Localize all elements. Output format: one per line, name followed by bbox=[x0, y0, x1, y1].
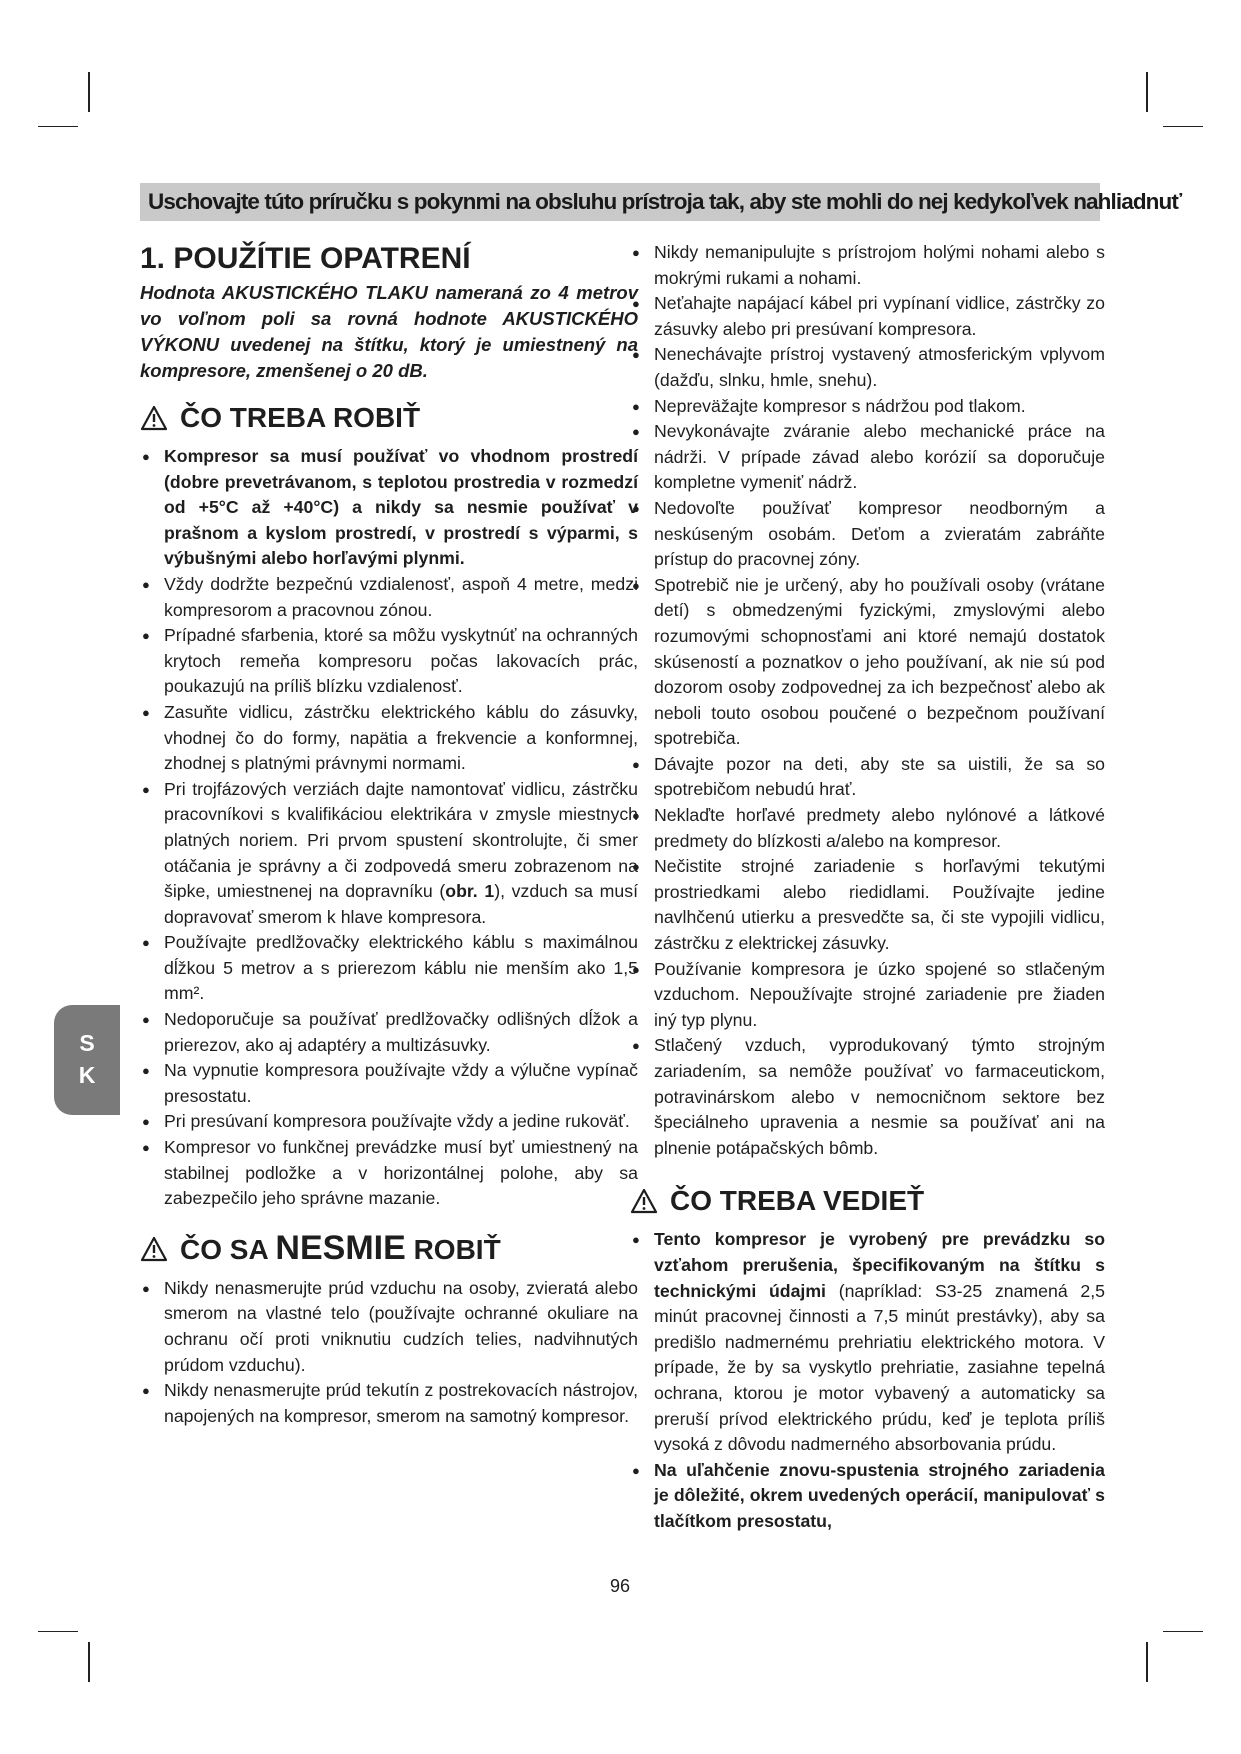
crop-mark bbox=[88, 72, 90, 112]
language-tab-letter: S bbox=[79, 1030, 95, 1056]
duty-cycle-text: (napríklad: S3-25 znamená 2,5 minút pracovnej činnosti a 7,5 minút prestávky), aby sa predišlo nadmernému prehriatiu elektrického motora. V prípade, že by sa vyskytlo prehriatie, zasiahne tepelná ochrana, ktorou je motor vybavený a automaticky sa preruší prívod elektrického prúdu, keď je teplota príliš vysoká z dôvodu nadmerného absorbovania prúdu. bbox=[654, 1280, 1105, 1455]
list-item: ● Nikdy nenasmerujte prúd vzduchu na osoby, zvieratá alebo smerom na vlastné telo (používajte ochranné okuliare na ochranu očí proti vniknutiu cudzích telies, nadvihnutých prúdom vzduchu). bbox=[140, 1276, 638, 1378]
crop-mark bbox=[1163, 1631, 1203, 1632]
language-tab-letter: K bbox=[78, 1062, 96, 1088]
list-item: ● Nevykonávajte zváranie alebo mechanické práce na nádrži. V prípade závad alebo korózií sa doporučuje kompletne vymeniť nádrž. bbox=[630, 419, 1105, 496]
list-item bbox=[140, 777, 638, 931]
list-item: ● Zasuňte vidlicu, zástrčku elektrického káblu do zásuvky, vhodnej čo do formy, napätia a frekvencie a konformnej, zhodnej s platnými právnymi normami. bbox=[140, 700, 638, 777]
three-phase-text-end: ), vzduch sa musí dopravovať smerom k hlave kompresora. bbox=[164, 881, 638, 927]
list-item: ● Prípadné sfarbenia, ktoré sa môžu vyskytnúť na ochranných krytoch remeňa kompresoru počas lakovacích prác, poukazujú na príliš blízku vzdialenosť. bbox=[140, 623, 638, 700]
acoustic-intro: Hodnota AKUSTICKÉHO TLAKU nameraná zo 4 metrov vo voľnom poli sa rovná hodnote AKUSTICKÉHO VÝKONU uvedenej na štítku, ktorý je umiestnený na kompresore, zmenšenej o 20 dB. bbox=[140, 282, 638, 381]
list-item: ● Nikdy nenasmerujte prúd tekutín z postrekovacích nástrojov, napojených na kompresor, smerom na samotný kompresor. bbox=[140, 1378, 638, 1429]
list-item: ● Kompresor vo funkčnej prevádzke musí byť umiestnený na stabilnej podložke a v horizontálnej polohe, aby sa zabezpečilo jeho správne mazanie. bbox=[140, 1135, 638, 1212]
crop-mark bbox=[1163, 126, 1203, 127]
list-item: ● Nedovoľte používať kompresor neodborným a neskúseným osobám. Deťom a zvieratám zabráňte prístup do pracovnej zóny. bbox=[630, 496, 1105, 573]
list-item: ● Neťahajte napájací kábel pri vypínaní vidlice, zástrčky zo zásuvky alebo pri presúvaní kompresora. bbox=[630, 291, 1105, 342]
figure-reference: obr. 1 bbox=[445, 881, 495, 902]
crop-mark bbox=[1146, 1642, 1148, 1682]
list-item: ● Nenechávajte prístroj vystavený atmosferickým vplyvom (dažďu, slnku, hmle, snehu). bbox=[630, 342, 1105, 393]
crop-mark bbox=[1146, 72, 1148, 112]
list-item: ● Nepreväžajte kompresor s nádržou pod tlakom. bbox=[630, 394, 1105, 420]
three-phase-text: Pri trojfázových verziách dajte namontovať vidlicu, zástrčku pracovníkovi s kvalifikáciou elektrikára v zmysle miestnych platných noriem. Pri prvom spustení skontrolujte, či smer otáčania je správny a či zodpovedá smeru zobrazenom na šipke, umiestnenej na dopravníku ( bbox=[164, 778, 638, 902]
do-heading-text: ČO TREBA ROBIŤ bbox=[180, 402, 421, 433]
know-heading-text: ČO TREBA VEDIEŤ bbox=[670, 1185, 925, 1217]
list-item: ● Stlačený vzduch, vyprodukovaný týmto strojným zariadením, sa nemôže používať vo farmaceutickom, potravinárskom alebo v nemocničnom sektore bez špeciálneho upravenia a nesmie sa používať ani na plnenie potápačských bômb. bbox=[630, 1033, 1105, 1161]
left-column bbox=[140, 240, 638, 1429]
list-item: ● Dávajte pozor na deti, aby ste sa uistili, že sa so spotrebičom nebudú hrať. bbox=[630, 752, 1105, 803]
list-item: ● Vždy dodržte bezpečnú vzdialenosť, aspoň 4 metre, medzi kompresorom a pracovnou zónou. bbox=[140, 572, 638, 623]
list-item: ● Kompresor sa musí používať vo vhodnom prostredí (dobre prevetrávanom, s teplotou prostredia v rozmedzí od +5°C až +40°C) a nikdy sa nesmie používať v prašnom a kyslom prostredí, v prostredí s výparmi, s výbušnými alebo horľavými plynmi. bbox=[140, 444, 638, 572]
warning-icon bbox=[140, 405, 168, 431]
list-item: ● Na uľahčenie znovu-spustenia strojného zariadenia je dôležité, okrem uvedených operácií, manipulovať s tlačítkom presostatu, bbox=[630, 1458, 1105, 1535]
list-item: ● Pri presúvaní kompresora používajte vždy a jedine rukoväť. bbox=[140, 1109, 638, 1135]
crop-mark bbox=[38, 126, 78, 127]
dont-heading-emphasis: NESMIE bbox=[275, 1228, 406, 1267]
dont-list-right bbox=[630, 240, 1105, 1161]
page-number: 96 bbox=[609, 1576, 631, 1596]
dont-list-left bbox=[140, 1276, 638, 1430]
right-column bbox=[630, 240, 1105, 1535]
list-item: ● Spotrebič nie je určený, aby ho používali osoby (vrátane detí) s obmedzenými fyzickými, zmyslovými alebo rozumovými schopnosťami ani ktoré nemajú dostatok skúseností a poznatkov o jeho používaní, ak nie sú pod dozorom osoby zodpovednej za ich bezpečnosť alebo ak neboli touto osobou poučené o bezpečnom používaní spotrebiča. bbox=[630, 573, 1105, 752]
dont-heading-suffix: ROBIŤ bbox=[413, 1233, 501, 1265]
language-tab bbox=[54, 1005, 120, 1115]
dont-heading bbox=[140, 1230, 638, 1268]
list-item bbox=[630, 1227, 1105, 1457]
warning-icon bbox=[630, 1188, 658, 1214]
list-item: ● Na vypnutie kompresora používajte vždy a výlučne vypínač presostatu. bbox=[140, 1058, 638, 1109]
keep-manual-banner: Uschovajte túto príručku s pokynmi na obsluhu prístroja tak, aby ste mohli do nej kedykoľvek nahliadnuť bbox=[140, 183, 1100, 221]
warning-icon bbox=[140, 1236, 168, 1262]
list-item: ● Neklaďte horľavé predmety alebo nylónové a látkové predmety do blízkosti a/alebo na kompresor. bbox=[630, 803, 1105, 854]
dont-heading-text bbox=[180, 1230, 501, 1268]
list-item: ● Nikdy nemanipulujte s prístrojom holými nohami alebo s mokrými rukami a nohami. bbox=[630, 240, 1105, 291]
know-heading bbox=[630, 1183, 1105, 1219]
list-item: ● Používanie kompresora je úzko spojené so stlačeným vzduchom. Nepoužívajte strojné zariadenie pre žiaden iný typ plynu. bbox=[630, 957, 1105, 1034]
crop-mark bbox=[88, 1642, 90, 1682]
duty-cycle-bold: Tento kompresor je vyrobený pre prevádzku so vzťahom prerušenia, špecifikovaným na štítku s technickými údajmi bbox=[654, 1229, 1105, 1301]
do-heading bbox=[140, 400, 638, 436]
list-item: ● Používajte predlžovačky elektrického káblu s maximálnou dĺžkou 5 metrov a s prierezom káblu nie menším ako 1,5 mm². bbox=[140, 930, 638, 1007]
section-title: 1. POUŽÍTIE OPATRENÍ bbox=[140, 242, 471, 275]
crop-mark bbox=[38, 1631, 78, 1632]
list-item: ● Nečistite strojné zariadenie s horľavými tekutými prostriedkami alebo riedidlami. Používajte jedine navlhčenú utierku a presvedčte sa, či ste vypojili vidlicu, zástrčku z elektrickej zásuvky. bbox=[630, 854, 1105, 956]
know-list bbox=[630, 1227, 1105, 1534]
list-item: ● Nedoporučuje sa používať predlžovačky odlišných dĺžok a prierezov, ako aj adaptéry a multizásuvky. bbox=[140, 1007, 638, 1058]
do-list bbox=[140, 444, 638, 1212]
dont-heading-prefix: ČO SA bbox=[180, 1233, 268, 1265]
